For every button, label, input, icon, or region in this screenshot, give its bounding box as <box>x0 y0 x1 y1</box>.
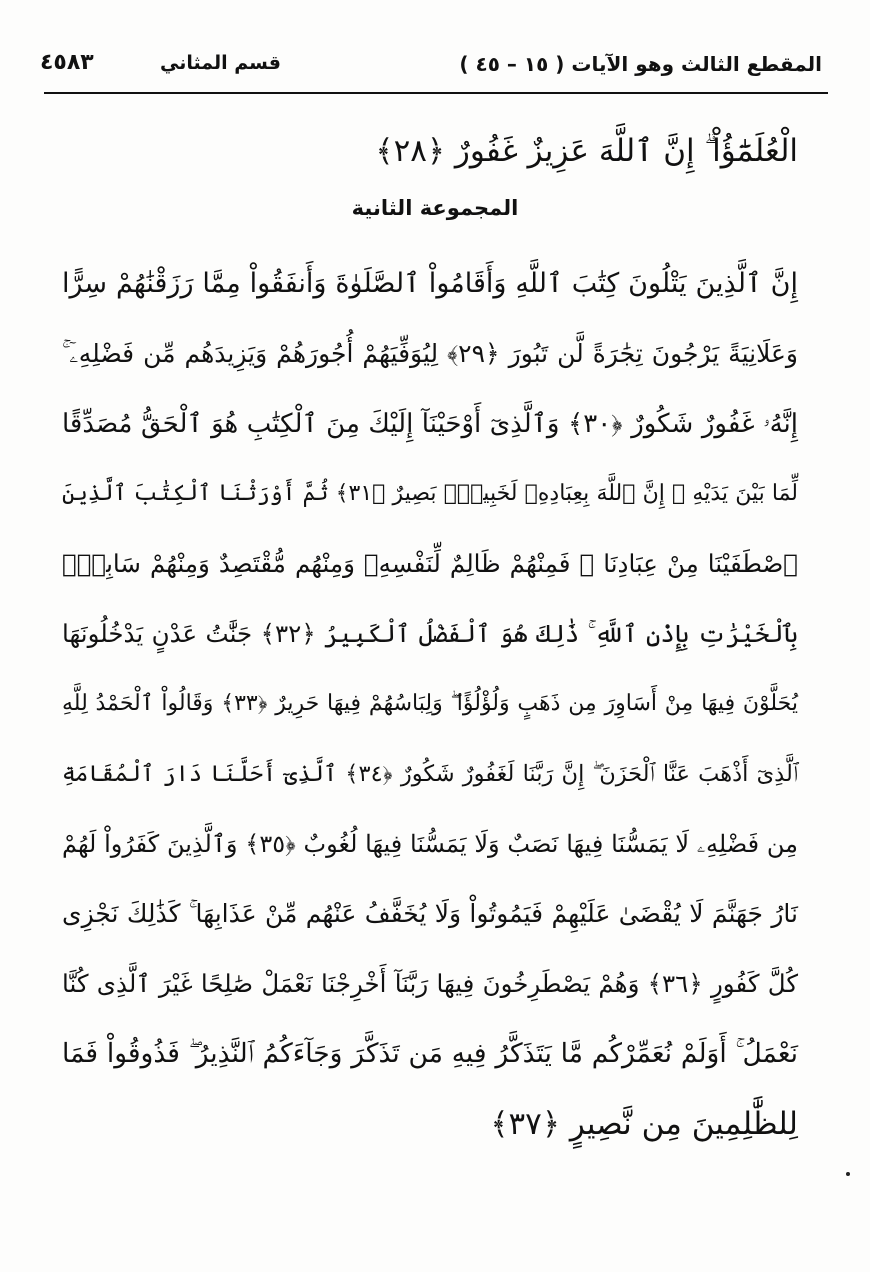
verse-line: إِنَّ ٱلَّذِينَ يَتْلُونَ كِتَٰبَ ٱللَّهِ وَأَقَامُواْ ٱلصَّلَوٰةَ وَأَنفَقُواْ مِمَّا رَزَقْنَٰهُمْ سِرًّا <box>62 268 798 299</box>
header-divider <box>44 92 828 94</box>
part-label: قسم المثاني <box>160 52 281 74</box>
verse-line: ٱصْطَفَيْنَا مِنْ عِبَادِنَا ۖ فَمِنْهُمْ ظَالِمٌ لِّنَفْسِهِۦ وَمِنْهُم مُّقْتَصِدٌ وَمِنْهُمْ سَابِقٌۢ <box>62 549 798 578</box>
page-number: ٤٥٨٣ <box>40 50 94 75</box>
verse-text-block <box>62 254 798 1154</box>
verse-line: مِن فَضْلِهِۦ لَا يَمَسُّنَا فِيهَا نَصَبٌ وَلَا يَمَسُّنَا فِيهَا لُغُوبٌ ﴿٣٥﴾ وَٱلَّذِينَ كَفَرُواْ لَهُمْ <box>62 830 799 858</box>
verse-line: كُلَّ كَفُورٍ ﴿٣٦﴾ وَهُمْ يَصْطَرِخُونَ فِيهَا رَبَّنَآ أَخْرِجْنَا نَعْمَلْ صَٰلِحًا غَيْرَ ٱلَّذِى كُنَّا <box>62 969 798 998</box>
verse-line: لِلظَّٰلِمِينَ مِن نَّصِيرٍ ﴿٣٧﴾ <box>490 1106 798 1142</box>
margin-mark <box>846 1172 850 1176</box>
section-title: المقطع الثالث وهو الآيات ( ١٥ – ٤٥ ) <box>459 52 822 76</box>
verse-line: وَعَلَانِيَةً يَرْجُونَ تِجَٰرَةً لَّن تَبُورَ ﴿٢٩﴾ لِيُوَفِّيَهُمْ أُجُورَهُمْ وَيَزِيدَهُم مِّن فَضْلِهِۦٓ ۚ <box>62 339 798 368</box>
opening-verse-line: الْعُلَمَٰٓؤُاْ ۗ إِنَّ ٱللَّهَ عَزِيزٌ غَفُورٌ ﴿٢٨﴾ <box>375 133 798 169</box>
verse-line: نَارُ جَهَنَّمَ لَا يُقْضَىٰ عَلَيْهِمْ فَيَمُوتُواْ وَلَا يُخَفَّفُ عَنْهُم مِّنْ عَذَابِهَا ۚ كَذَٰلِكَ نَجْزِى <box>62 899 798 928</box>
verse-line: ٱلَّذِىٓ أَذْهَبَ عَنَّا ٱلْحَزَنَ ۖ إِنَّ رَبَّنَا لَغَفُورٌ شَكُورٌ ﴿٣٤﴾ ٱلَّذِىٓ أَحَلَّنَا دَارَ ٱلْمُقَامَةِ <box>62 761 799 787</box>
verse-line: يُحَلَّوْنَ فِيهَا مِنْ أَسَاوِرَ مِن ذَهَبٍ وَلُؤْلُؤًا ۖ وَلِبَاسُهُمْ فِيهَا حَرِيرٌ ﴿٣٣﴾ وَقَالُواْ ٱلْحَمْدُ لِلَّهِ <box>62 691 798 716</box>
page-header <box>40 46 830 86</box>
verse-line: لِّمَا بَيْنَ يَدَيْهِ ۗ إِنَّ ٱللَّهَ بِعِبَادِهِۦ لَخَبِيرٌۢ بَصِيرٌ ﴿٣١﴾ ثُمَّ أَوْرَثْنَا ٱلْكِتَٰبَ ٱلَّذِينَ <box>62 481 799 506</box>
verse-line: إِنَّهُۥ غَفُورٌ شَكُورٌ ﴿٣٠﴾ وَٱلَّذِىٓ أَوْحَيْنَآ إِلَيْكَ مِنَ ٱلْكِتَٰبِ هُوَ ٱلْحَقُّ مُصَدِّقًا <box>62 409 798 439</box>
verse-line: نَعْمَلُ ۚ أَوَلَمْ نُعَمِّرْكُم مَّا يَتَذَكَّرُ فِيهِ مَن تَذَكَّرَ وَجَآءَكُمُ ٱلنَّذِيرُ ۖ فَذُوقُواْ فَمَا <box>62 1038 798 1069</box>
verse-line: بِٱلْخَيْرَٰتِ بِإِذْنِ ٱللَّهِ ۚ ذَٰلِكَ هُوَ ٱلْفَضْلُ ٱلْكَبِيرُ ﴿٣٢﴾ جَنَّٰتُ عَدْنٍ يَدْخُلُونَهَا <box>62 619 798 648</box>
group-heading: المجموعة الثانية <box>351 196 519 220</box>
